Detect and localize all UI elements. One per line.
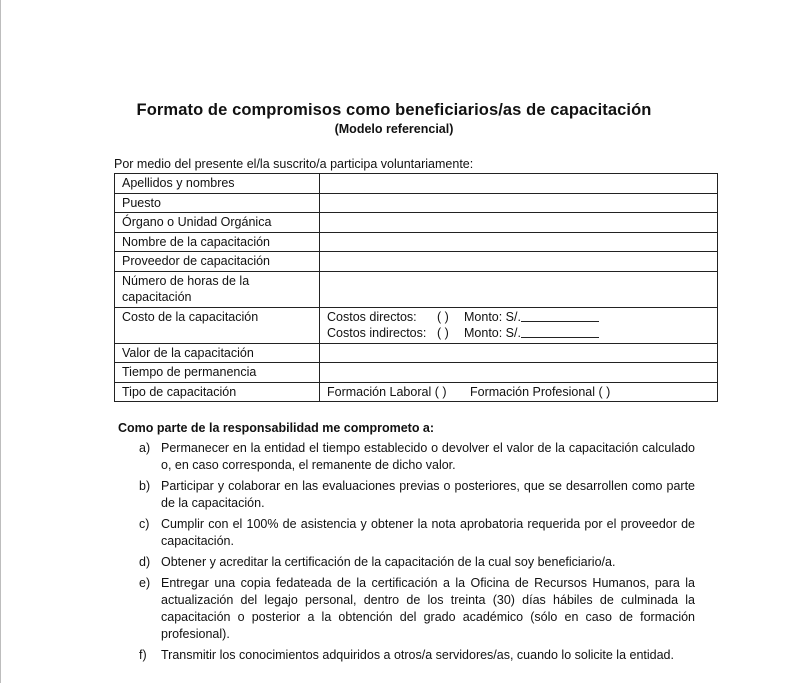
list-item-text: Cumplir con el 100% de asistencia y obtener la nota aprobatoria requerida por el proveedor de capacitación. bbox=[161, 517, 695, 548]
row-label-apellidos: Apellidos y nombres bbox=[115, 174, 320, 194]
beneficiary-form-table bbox=[114, 173, 718, 402]
cost-indirect-label: Costos indirectos: bbox=[327, 326, 427, 340]
amount-label: Monto: S/. bbox=[464, 309, 521, 324]
field-horas[interactable] bbox=[320, 271, 718, 307]
list-item-text: Transmitir los conocimientos adquiridos a otros/a servidores/as, cuando lo solicite la entidad. bbox=[161, 648, 674, 662]
list-item bbox=[139, 575, 695, 643]
tipo-laboral-option[interactable]: Formación Laboral ( ) bbox=[327, 384, 447, 399]
table-row bbox=[115, 271, 718, 307]
row-label-organo: Órgano o Unidad Orgánica bbox=[115, 213, 320, 233]
field-nombre[interactable] bbox=[320, 232, 718, 252]
row-label-tipo: Tipo de capacitación bbox=[115, 382, 320, 402]
field-apellidos[interactable] bbox=[320, 174, 718, 194]
row-label-valor: Valor de la capacitación bbox=[115, 343, 320, 363]
field-costo bbox=[320, 307, 718, 343]
table-row bbox=[115, 232, 718, 252]
list-item-text: Entregar una copia fedateada de la certificación a la Oficina de Recursos Humanos, para la actualización del legajo personal, dentro de los treinta (30) días hábiles de culminada la capacitación o posterior a la obtención del grado académico (sólo en caso de formación profesional). bbox=[161, 576, 695, 641]
list-item-text: Permanecer en la entidad el tiempo establecido o devolver el valor de la capacitación calculado o, en caso corresponda, el remanente de dicho valor. bbox=[161, 441, 695, 472]
cost-indirect-checkbox[interactable]: ( ) bbox=[437, 326, 449, 340]
cost-direct-checkbox[interactable]: ( ) bbox=[437, 309, 449, 324]
document-subtitle: (Modelo referencial) bbox=[334, 122, 454, 136]
list-item bbox=[139, 554, 695, 571]
list-item bbox=[139, 647, 695, 664]
field-valor[interactable] bbox=[320, 343, 718, 363]
tipo-profesional-option[interactable]: Formación Profesional ( ) bbox=[469, 384, 611, 399]
list-item bbox=[139, 516, 695, 550]
amount-direct-blank[interactable] bbox=[521, 309, 599, 322]
list-marker: e) bbox=[139, 576, 151, 590]
list-marker: d) bbox=[139, 555, 151, 569]
table-row bbox=[115, 174, 718, 194]
cost-direct-line bbox=[327, 309, 711, 326]
amount-label: Monto: S/. bbox=[464, 326, 521, 340]
table-row bbox=[115, 252, 718, 272]
list-marker: b) bbox=[139, 479, 151, 493]
row-label-costo: Costo de la capacitación bbox=[115, 307, 320, 343]
row-label-puesto: Puesto bbox=[115, 193, 320, 213]
list-marker: a) bbox=[139, 441, 151, 455]
table-row bbox=[115, 363, 718, 383]
field-puesto[interactable] bbox=[320, 193, 718, 213]
row-label-nombre: Nombre de la capacitación bbox=[115, 232, 320, 252]
table-row bbox=[115, 193, 718, 213]
list-marker: f) bbox=[139, 648, 147, 662]
row-label-proveedor: Proveedor de capacitación bbox=[115, 252, 320, 272]
list-item bbox=[139, 440, 695, 474]
document-title: Formato de compromisos como beneficiarios/as de capacitación bbox=[136, 101, 652, 119]
list-item-text: Obtener y acreditar la certificación de la capacitación de la cual soy beneficiario/a. bbox=[161, 555, 616, 569]
field-tipo bbox=[320, 382, 718, 402]
field-organo[interactable] bbox=[320, 213, 718, 233]
cost-indirect-line bbox=[327, 325, 711, 342]
responsibility-heading: Como parte de la responsabilidad me comprometo a: bbox=[118, 421, 435, 435]
list-item-text: Participar y colaborar en las evaluaciones previas o posteriores, que se desarrollen como parte de la capacitación. bbox=[161, 479, 695, 510]
amount-indirect-blank[interactable] bbox=[521, 325, 599, 338]
cost-direct-label: Costos directos: bbox=[327, 309, 417, 324]
intro-text: Por medio del presente el/la suscrito/a participa voluntariamente: bbox=[114, 157, 474, 171]
table-row bbox=[115, 343, 718, 363]
table-row bbox=[115, 307, 718, 343]
row-label-horas: Número de horas de la capacitación bbox=[115, 271, 320, 307]
commitment-list bbox=[139, 440, 695, 668]
table-row bbox=[115, 213, 718, 233]
field-tiempo[interactable] bbox=[320, 363, 718, 383]
row-label-tiempo: Tiempo de permanencia bbox=[115, 363, 320, 383]
table-row bbox=[115, 382, 718, 402]
list-marker: c) bbox=[139, 517, 150, 531]
field-proveedor[interactable] bbox=[320, 252, 718, 272]
list-item bbox=[139, 478, 695, 512]
